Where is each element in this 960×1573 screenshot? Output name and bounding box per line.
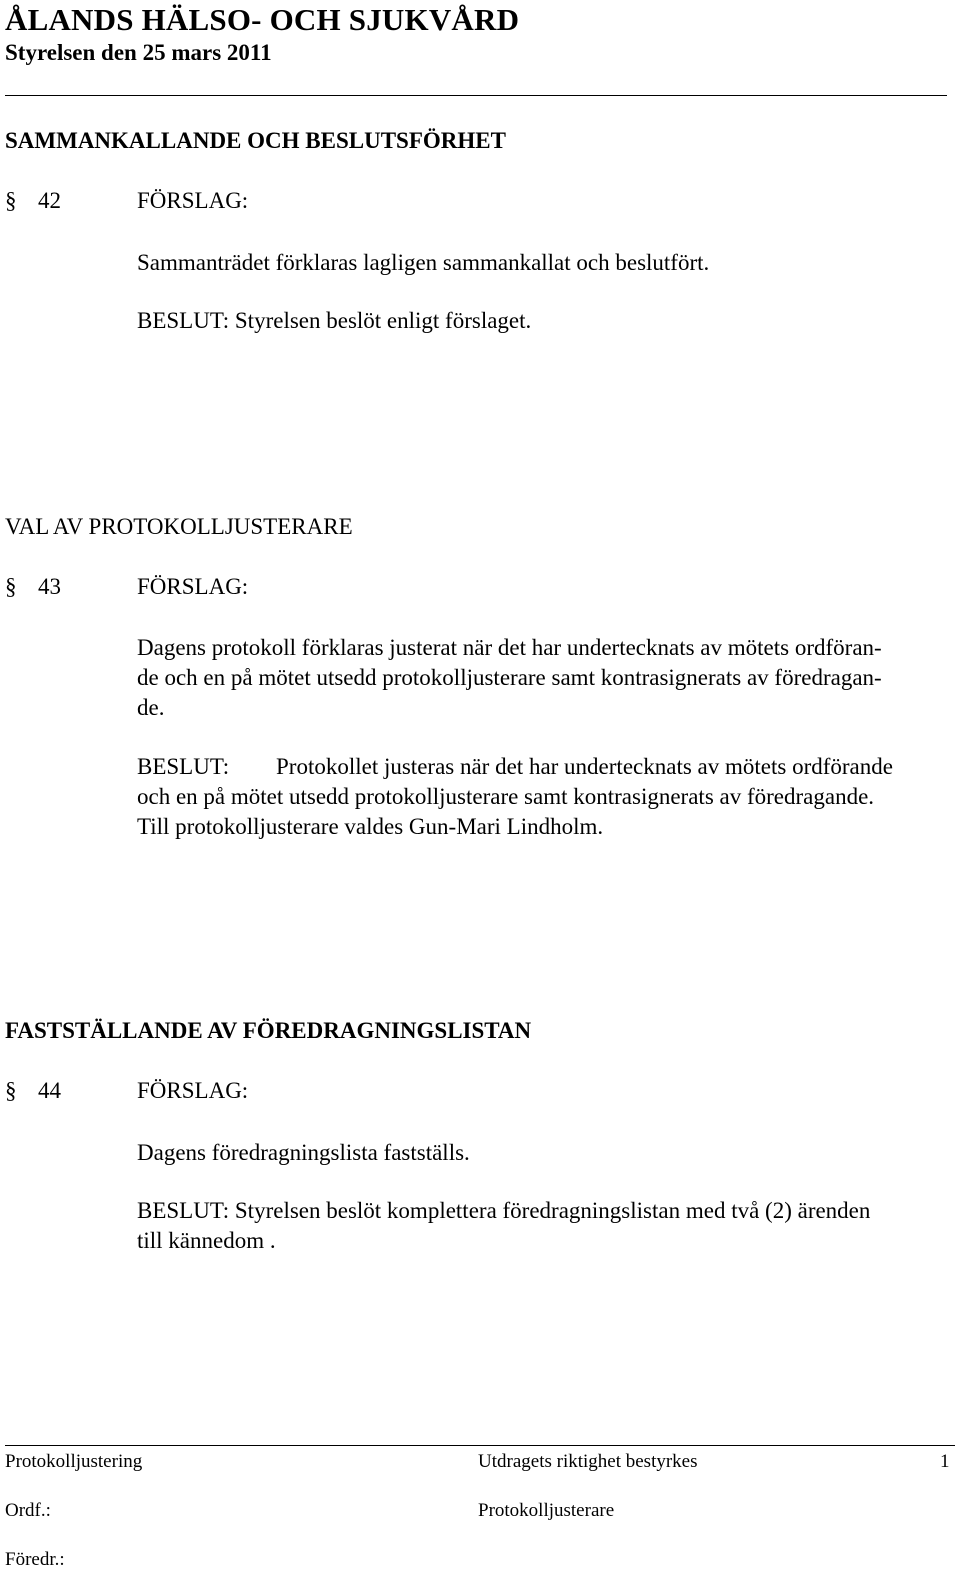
decision-label: BESLUT: [137, 308, 230, 333]
proposal-text-44: Dagens föredragningslista fastställs. [137, 1140, 470, 1165]
paragraph-number: 44 [38, 1078, 61, 1103]
decision-42 [137, 306, 531, 336]
section-heading-43: VAL AV PROTOKOLLJUSTERARE [5, 514, 353, 539]
paragraph-sign: § [5, 188, 17, 213]
decision-line: Till protokolljusterare valdes Gun-Mari Lindholm. [137, 814, 604, 839]
proposal-label: FÖRSLAG: [137, 188, 249, 213]
proposal-line: de. [137, 695, 165, 720]
decision-line-44 [137, 1196, 870, 1226]
footer-chair-label: Ordf.: [5, 1500, 51, 1521]
decision-line: och en på mötet utsedd protokolljusterare samt kontrasignerats av föredragande. [137, 784, 875, 809]
proposal-label: FÖRSLAG: [137, 574, 249, 599]
page-number: 1 [940, 1451, 950, 1472]
decision-line-43 [137, 752, 893, 782]
decision-text: Styrelsen beslöt komplettera föredragningslistan med två (2) ärenden [234, 1198, 871, 1223]
paragraph-row-44 [5, 1078, 248, 1104]
paragraph-sign: § [5, 574, 17, 599]
footer-signatory-label: Protokolljusterare [478, 1500, 615, 1521]
proposal-line: de och en på mötet utsedd protokolljusterare samt kontrasignerats av föredragan- [137, 665, 882, 690]
decision-text: Protokollet justeras när det har undertecknats av mötets ordförande [276, 754, 893, 779]
header-divider [5, 95, 947, 96]
paragraph-number: 42 [38, 188, 61, 213]
decision-text: Styrelsen beslöt enligt förslaget. [234, 308, 532, 333]
organization-title: ÅLANDS HÄLSO- OCH SJUKVÅRD [5, 2, 520, 37]
paragraph-row-43 [5, 574, 248, 600]
footer-divider [5, 1445, 955, 1446]
decision-label: BESLUT: [137, 754, 230, 779]
section-heading-42: SAMMANKALLANDE OCH BESLUTSFÖRHET [5, 128, 506, 153]
meeting-date: Styrelsen den 25 mars 2011 [5, 40, 272, 65]
paragraph-sign: § [5, 1078, 17, 1103]
proposal-label: FÖRSLAG: [137, 1078, 249, 1103]
proposal-text-42: Sammanträdet förklaras lagligen sammankallat och beslutfört. [137, 250, 710, 275]
paragraph-number: 43 [38, 574, 61, 599]
decision-label: BESLUT: [137, 1198, 230, 1223]
footer-certification: Utdragets riktighet bestyrkes [478, 1451, 698, 1472]
decision-line: till kännedom . [137, 1228, 276, 1253]
proposal-line: Dagens protokoll förklaras justerat när det har undertecknats av mötets ordföran- [137, 635, 882, 660]
section-heading-44: FASTSTÄLLANDE AV FÖREDRAGNINGSLISTAN [5, 1018, 532, 1043]
paragraph-row-42 [5, 188, 248, 214]
footer-presenter-label: Föredr.: [5, 1549, 65, 1570]
footer-protokolljustering: Protokolljustering [5, 1451, 143, 1472]
